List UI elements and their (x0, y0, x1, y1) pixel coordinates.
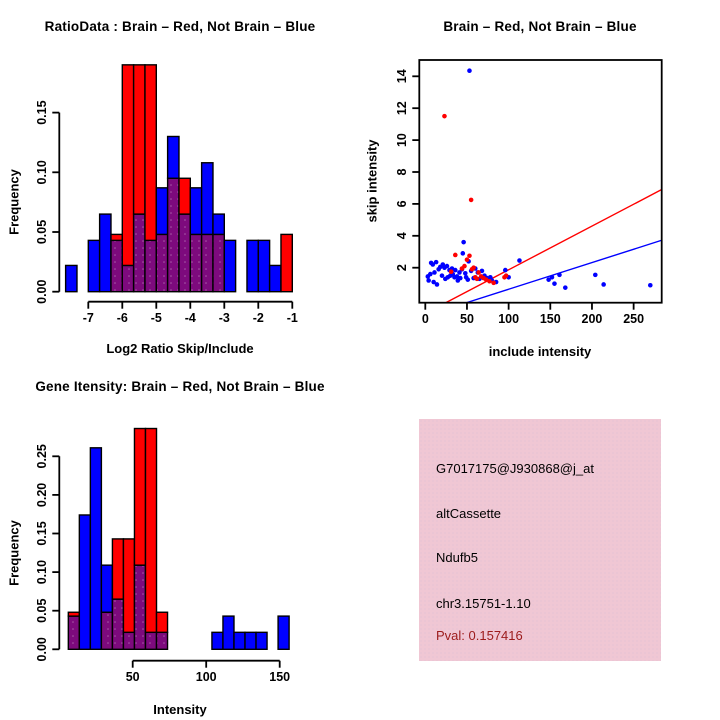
histogram-bar-red (179, 178, 190, 214)
histogram-bar-overlap (156, 234, 167, 291)
scatter-point-red (465, 257, 470, 262)
y-tick-label: 8 (395, 168, 409, 176)
histogram-bar-blue (190, 188, 201, 235)
histogram-bar-red (123, 539, 134, 632)
y-tick-label: 14 (395, 69, 409, 84)
scatter-point-red (491, 281, 496, 286)
intensity-scatter-ylabel: skip intensity (364, 139, 380, 223)
x-tick-label: -4 (184, 311, 196, 326)
histogram-bar-blue (90, 448, 101, 649)
histogram-bar-overlap (145, 632, 156, 649)
histogram-bar-blue (79, 515, 90, 649)
histogram-bar-blue (258, 240, 269, 291)
scatter-point-blue (467, 68, 472, 73)
scatter-point-red (475, 277, 480, 282)
histogram-bar-blue (202, 163, 213, 235)
ratio-histogram-title: RatioData : Brain – Red, Not Brain – Blue (44, 19, 316, 34)
histogram-bar-blue (224, 240, 235, 291)
scatter-point-red (449, 269, 454, 274)
y-tick-label: 0.00 (35, 637, 49, 662)
info-pval: Pval: 0.157416 (436, 628, 523, 643)
x-tick-label: 150 (269, 670, 291, 685)
scatter-point-red (504, 273, 509, 278)
histogram-bar-blue (278, 616, 289, 649)
histogram-bar-overlap (134, 565, 145, 649)
scatter-point-blue (517, 258, 522, 263)
y-tick-label: 0.10 (35, 559, 49, 585)
x-tick-label: 100 (195, 670, 217, 685)
y-tick-label: 12 (395, 101, 409, 116)
ratio-histogram-ylabel: Frequency (6, 169, 22, 235)
ratio-histogram-plot (0, 0, 360, 360)
histogram-bar-red (145, 65, 156, 241)
histogram-bar-blue (156, 188, 167, 235)
histogram-bar-overlap (112, 599, 123, 649)
histogram-bar-red (111, 234, 122, 240)
histogram-bar-blue (88, 240, 99, 291)
histogram-bar-red (281, 234, 292, 291)
scatter-point-blue (593, 273, 598, 278)
x-tick-label: -5 (150, 311, 162, 326)
panel-ratio-histogram (0, 0, 360, 360)
gene-histogram-plot (0, 360, 360, 720)
x-tick-label: 250 (623, 312, 645, 327)
histogram-bar-overlap (157, 632, 168, 649)
histogram-bar-red (157, 612, 168, 632)
gene-histogram-ylabel: Frequency (6, 520, 22, 586)
histogram-bar-blue (223, 616, 234, 649)
histogram-bar-overlap (122, 265, 133, 291)
x-tick-label: -7 (82, 311, 94, 326)
scatter-point-blue (601, 282, 606, 287)
y-tick-label: 0.20 (35, 482, 49, 508)
x-tick-label: 50 (460, 312, 474, 327)
y-tick-label: 0.15 (35, 521, 49, 546)
histogram-bar-blue (213, 214, 224, 234)
scatter-point-blue (435, 282, 440, 287)
y-tick-label: 10 (395, 133, 409, 148)
scatter-point-blue (550, 275, 555, 280)
scatter-point-blue (453, 268, 458, 273)
scatter-point-blue (426, 278, 431, 283)
info-splice-type: altCassette (436, 506, 502, 521)
x-tick-label: 100 (498, 312, 520, 327)
scatter-point-blue (460, 251, 465, 256)
scatter-point-blue (465, 277, 470, 282)
histogram-bar-overlap (168, 178, 179, 291)
scatter-point-red (462, 264, 467, 269)
y-tick-label: 2 (395, 264, 409, 272)
scatter-point-blue (440, 273, 445, 278)
scatter-point-blue (463, 271, 468, 276)
histogram-bar-red (68, 612, 79, 616)
histogram-bar-blue (247, 240, 258, 291)
histogram-bar-red (134, 65, 145, 214)
intensity-scatter-title: Brain – Red, Not Brain – Blue (443, 19, 637, 34)
scatter-point-red (471, 265, 476, 270)
x-tick-label: 150 (539, 312, 561, 327)
y-tick-label: 4 (395, 232, 409, 240)
scatter-point-blue (461, 240, 466, 245)
histogram-bar-blue (168, 136, 179, 178)
scatter-point-blue (563, 285, 568, 290)
scatter-point-blue (552, 281, 557, 286)
scatter-point-blue (432, 270, 437, 275)
y-tick-label: 0.25 (35, 444, 49, 469)
y-tick-label: 0.10 (35, 160, 49, 185)
scatter-point-blue (434, 260, 439, 265)
intensity-scatter-xlabel: include intensity (488, 344, 592, 359)
histogram-bar-overlap (134, 214, 145, 292)
scatter-point-red (467, 253, 472, 258)
y-tick-label: 6 (395, 200, 409, 208)
gene-histogram-title: Gene Itensity: Brain – Red, Not Brain – Blue (35, 379, 325, 394)
info-gene-name: Ndufb5 (436, 550, 478, 565)
histogram-bar-blue (256, 632, 267, 649)
scatter-point-blue (648, 283, 653, 288)
scatter-point-red (469, 198, 474, 203)
x-tick-label: 0 (421, 312, 429, 327)
panel-gene-info (360, 360, 720, 720)
info-box (419, 419, 661, 661)
y-tick-label: 0.05 (35, 219, 49, 245)
histogram-bar-overlap (190, 234, 201, 291)
y-tick-label: 0.00 (35, 279, 49, 304)
x-tick-label: -1 (286, 311, 298, 326)
x-tick-label: 50 (125, 670, 140, 685)
histogram-bar-blue (270, 265, 281, 291)
scatter-point-red (442, 114, 447, 119)
histogram-bar-overlap (202, 234, 213, 291)
info-probe-id: G7017175@J930868@j_at (436, 461, 594, 476)
panel-intensity-scatter (360, 0, 720, 360)
x-tick-label: -3 (218, 311, 230, 326)
info-location: chr3.15751-1.10 (436, 596, 531, 611)
scatter-point-blue (557, 273, 562, 278)
scatter-point-red (487, 279, 492, 284)
histogram-bar-overlap (179, 214, 190, 292)
histogram-bar-blue (245, 632, 256, 649)
histogram-bar-overlap (68, 616, 79, 649)
panel-gene-histogram (0, 360, 360, 720)
histogram-bar-red (112, 539, 123, 599)
histogram-bar-overlap (111, 240, 122, 291)
intensity-scatter-plot (360, 0, 720, 360)
histogram-bar-blue (66, 265, 77, 291)
y-tick-label: 0.05 (35, 598, 49, 623)
histogram-bar-red (145, 429, 156, 633)
histogram-bar-overlap (101, 612, 112, 649)
scatter-point-red (453, 253, 458, 258)
histogram-bar-blue (101, 565, 112, 612)
y-tick-label: 0.15 (35, 100, 49, 125)
histogram-bar-overlap (123, 632, 134, 649)
scatter-point-blue (458, 276, 463, 281)
histogram-bar-blue (234, 632, 245, 649)
histogram-bar-blue (212, 632, 223, 649)
gene-histogram-xlabel: Intensity (153, 702, 207, 717)
x-tick-label: -6 (116, 311, 128, 326)
histogram-bar-overlap (145, 240, 156, 291)
x-tick-label: 200 (581, 312, 603, 327)
ratio-histogram-xlabel: Log2 Ratio Skip/Include (106, 341, 254, 356)
histogram-bar-red (122, 65, 133, 266)
histogram-bar-overlap (213, 234, 224, 291)
x-tick-label: -2 (252, 311, 264, 326)
fit-line-blue (467, 240, 662, 302)
scatter-point-blue (503, 268, 508, 273)
histogram-bar-red (134, 429, 145, 566)
scatter-point-blue (428, 272, 433, 277)
scatter-point-blue (445, 264, 450, 269)
plot-box (419, 60, 661, 303)
histogram-bar-blue (100, 214, 111, 292)
scatter-point-red (476, 270, 481, 275)
